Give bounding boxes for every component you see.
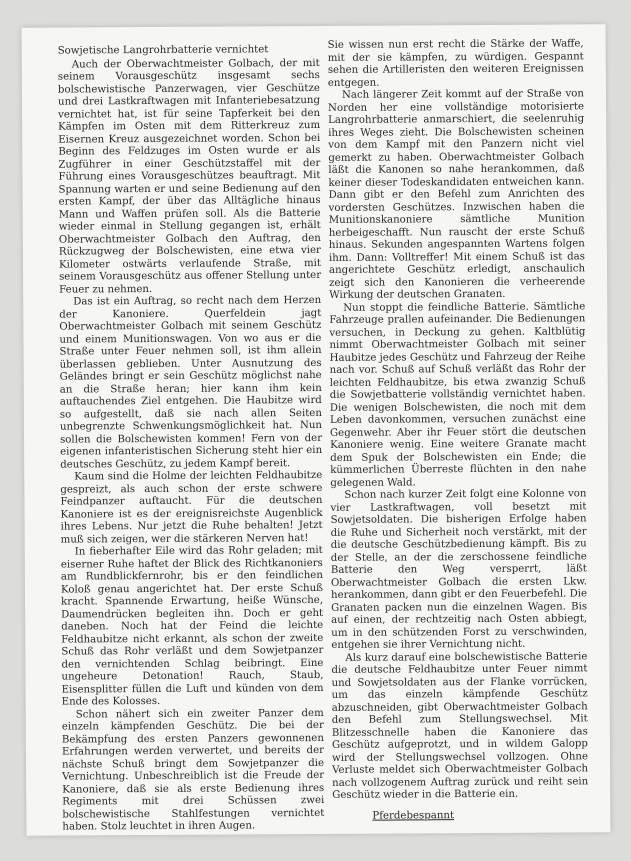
paragraph: In fieberhafter Eile wird das Rohr geladen; mit eiserner Ruhe haftet der Blick des Richtkanoniers am Rundblickfernrohr, bis er den feindlichen Koloß genau angerichtet hat. Der erste Schuß kracht. Spannende Erwartung, heiße Wünsche, Daumendrücken begleiten ihn. Doch er geht daneben. Noch hat der Feind die leichte Feldhaubitze nicht erkannt, als schon der zweite Schuß das Rohr verläßt und dem Sowjetpanzer den vernichtenden Schlag beibringt. Eine ungeheure Detonation! Rauch, Staub, Eisensplitter füllen die Luft und künden von dem Ende des Kolosses. <box>60 544 324 708</box>
paragraph: Kaum sind die Holme der leichten Feldhaubitze gespreizt, als auch schon der erste schwere Feindpanzer auftaucht. Für die deutschen Kanoniere ist es der ereignisreichste Augenblick ihres Lebens. Nur jetzt die Ruhe behalten! Jetzt muß sich zeigen, wer die stärkeren Nerven hat! <box>60 469 323 546</box>
paragraph: Nach längerer Zeit kommt auf der Straße von Norden her eine vollständige motorisierte Langrohrbatterie anmarschiert, die seelenruhig ihres Weges zieht. Die Bolschewisten scheinen von dem Kampf mit den Panzern nicht viel gemerkt zu haben. Oberwachtmeister Golbach läßt die Kanonen so nahe herankommen, daß keiner dieser Todeskandidaten entweichen kann. Dann gibt er den Befehl zum Anrichten des vordersten Geschützes. Inzwischen haben die Munitionskanoniere sämtliche Munition herbeigeschafft. Nun rauscht der erste Schuß hinaus. Sekunden angespannten Wartens folgen ihm. Dann: Volltreffer! Mit einem Schuß ist das angerichtete Geschütz erledigt, anschaulich zeigt sich den Kanonieren die verheerende Wirkung der deutschen Granaten. <box>327 88 586 301</box>
paragraph: Als kurz darauf eine bolschewistische Batterie die deutsche Feldhaubitze unter Feuer nimmt und Sowjetsoldaten aus der Flanke vorrücken, um das einzeln kämpfende Geschütz abzuschneiden, gibt Oberwachtmeister Golbach den Befehl zum Stellungswechsel. Mit Blitzesschnelle haben die Kanoniere das Geschütz aufgeprotzt, und in wildem Galopp wird der Stellungswechsel vollzogen. Ohne Verluste meldet sich Oberwachtmeister Golbach nach vollzogenem Auftrag zurück und reiht sein Geschütz wieder in die Batterie ein. <box>331 650 589 801</box>
article-title: Sowjetische Langrohrbatterie vernichtet <box>57 44 269 57</box>
paragraph: Auch der Oberwachtmeister Golbach, der mit seinem Vorausgeschütz insgesamt sechs bolschewistische Panzerwagen, vier Geschütze und drei Lastkraftwagen mit Infanteriebesatzung vernichtet hat, ist für seine Tapferkeit bei den Kämpfen im Osten mit dem Ritterkreuz zum Eisernen Kreuz ausgezeichnet worden. Schon bei Beginn des Feldzuges im Osten wurde er als Zugführer in einer Geschützstaffel mit der Führung eines Vorausgeschützes beauftragt. Mit Spannung warten er und seine Bedienung auf den ersten Kampf, der über das Alltägliche hinaus Mann und Waffen prüfen soll. Als die Batterie wieder einmal in Stellung gegangen ist, erhält Oberwachtmeister Golbach den Auftrag, den Rückzugweg der Bolschewisten, eine etwa vier Kilometer ostwärts verlaufende Straße, mit seinem Vorausgeschütz aus offener Stellung unter Feuer zu nehmen. <box>57 57 322 296</box>
paragraph: Nun stoppt die feindliche Batterie. Sämtliche Fahrzeuge prallen aufeinander. Die Bedienungen versuchen, in Deckung zu gehen. Kaltblütig nimmt Oberwachtmeister Golbach mit seiner Haubitze jedes Geschütz und Fahrzeug der Reihe nach vor. Schuß auf Schuß verläßt das Rohr der leichten Feldhaubitze, bis etwa zwanzig Schuß die Sowjetbatterie vollständig vernichtet haben. Die wenigen Bolschewisten, die noch mit dem Leben davonkommen, versuchen zunächst eine Gegenwehr. Aber ihr Feuer stört die deutschen Kanoniere wenig. Eine weitere Granate macht dem Spuk der Bolschewisten ein Ende; die kümmerlichen Überreste flüchten in den nahe gelegenen Wald. <box>329 300 587 489</box>
paragraph: Schon nach kurzer Zeit folgt eine Kolonne von vier Lastkraftwagen, voll besetzt mit Sowjetsoldaten. Die bisherigen Erfolge haben die Ruhe und Sicherheit noch verstärkt, mit der die deutsche Geschützbedienung kämpft. Bis zu der Stelle, an der die zerschossene feindliche Batterie den Weg versperrt, läßt Oberwachtmeister Golbach die ersten Lkw. herankommen, dann gibt er den Feuerbefehl. Die Granaten packen nun die einzelnen Wagen. Bis auf einen, der rechtzeitig nach Osten abbiegt, um in den schützenden Forst zu verschwinden, entgehen sie ihrer Vernichtung nicht. <box>330 488 588 651</box>
paragraph: Das ist ein Auftrag, so recht nach dem Herzen der Kanoniere. Querfeldein jagt Oberwachtmeister Golbach mit seinem Geschütz und einem Munitionswagen. Von wo aus er die Straße unter Feuer nehmen soll, ist ihm allein überlassen geblieben. Unter Ausnutzung des Geländes bringt er sein Geschütz möglichst nahe an die Straße heran; hier kann ihm kein auftauchendes Ziel entgehen. Die Haubitze wird so aufgestellt, daß sie nach allen Seiten unbegrenzte Schwenkungsmöglichkeit hat. Nun sollen die Bolschewisten kommen! Fern von der eigenen infanteristischen Sicherung steht hier ein deutsches Geschütz, zu jedem Kampf bereit. <box>59 294 323 471</box>
paragraph: Schon nähert sich ein zweiter Panzer dem einzeln kämpfenden Geschütz. Die bei der Bekämpfung des ersten Panzers gewonnenen Erfahrungen werden verwertet, und bereits der nächste Schuß bringt dem Sowjetpanzer die Vernichtung. Unbeschreiblich ist die Freude der Kanoniere, daß sie als erste Bedienung ihres Regiments mit drei Schüssen zwei bolschewistische Stahlfestungen vernichtet haben. Stolz leuchtet in ihren Augen. <box>61 707 325 833</box>
left-column <box>58 44 325 834</box>
paragraph: Sie wissen nun erst recht die Stärke der Waffe, mit der sie kämpfen, zu würdigen. Gespannt sehen die Artilleristen den weiteren Ereignissen entgegen. <box>327 38 584 89</box>
right-column <box>328 38 589 823</box>
signature: Pferdebespannt <box>372 809 455 822</box>
document-sheet <box>22 24 611 836</box>
